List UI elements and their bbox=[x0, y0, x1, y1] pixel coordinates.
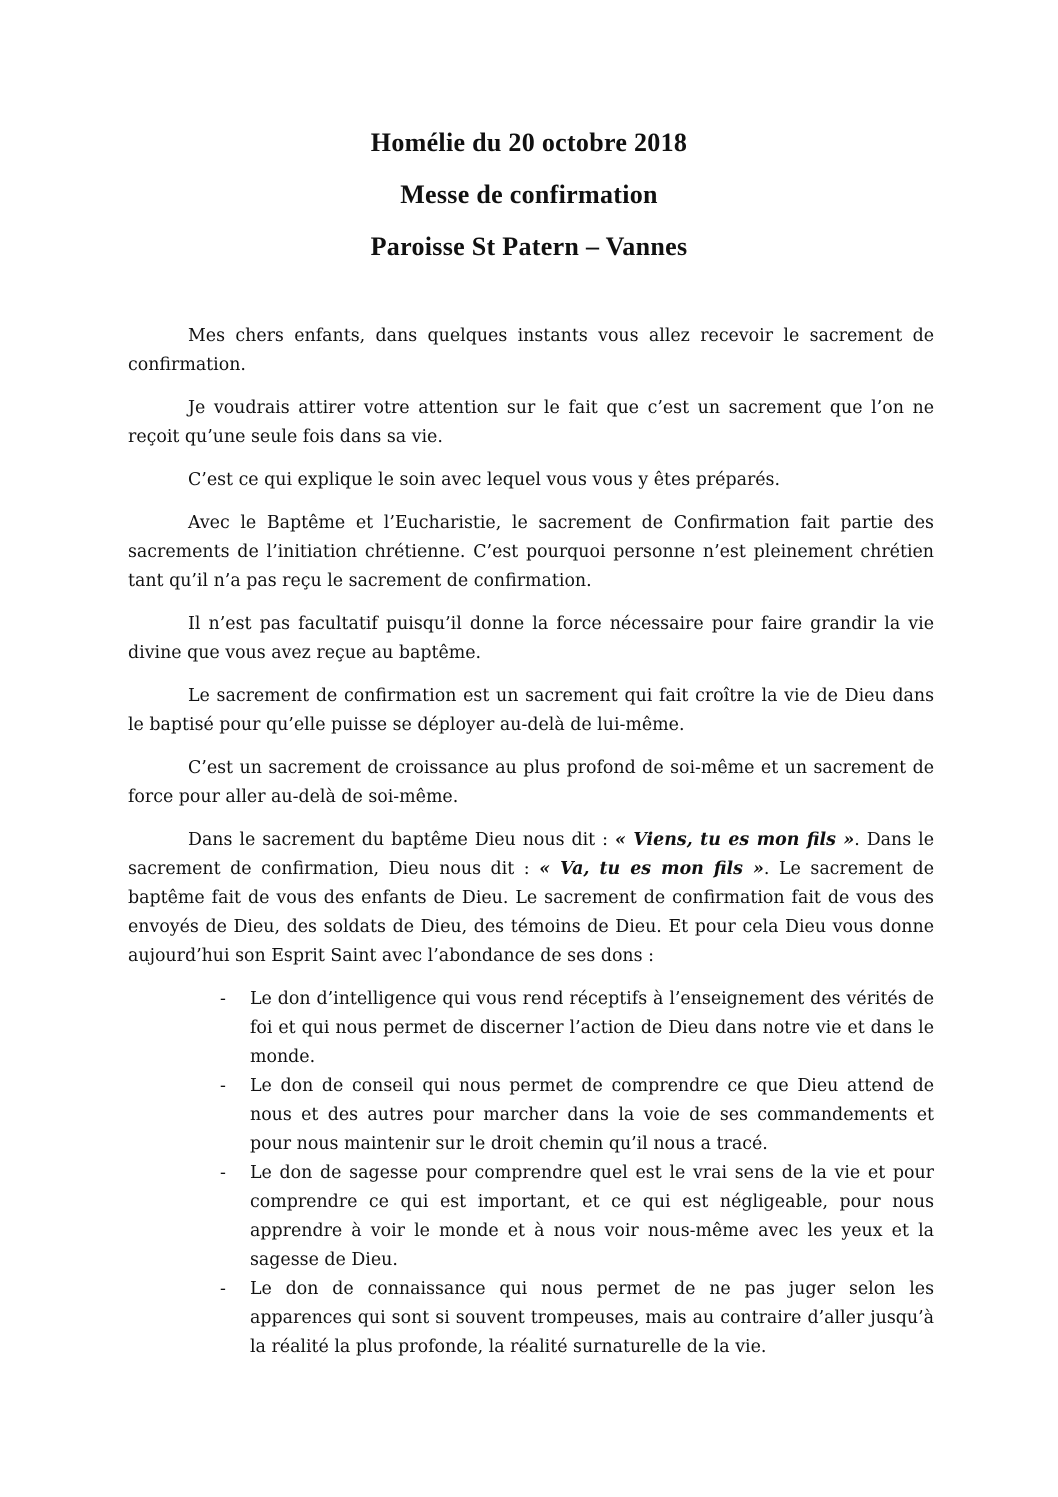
list-item bbox=[128, 1072, 934, 1159]
quote-va: « Va, tu es mon fils » bbox=[539, 859, 764, 879]
list-dash: - bbox=[220, 1279, 226, 1299]
paragraph: C’est ce qui explique le soin avec lequel vous vous y êtes préparés. bbox=[188, 470, 781, 490]
list-item bbox=[128, 1275, 934, 1362]
list-item-text: Le don de conseil qui nous permet de comprendre ce que Dieu attend de nous et des autres pour marcher dans la voie de ses commandements et pour nous maintenir sur le droit chemin qu’il nous a tracé. bbox=[250, 1076, 934, 1154]
list-item-text: Le don de connaissance qui nous permet de ne pas juger selon les apparences qui sont si souvent trompeuses, mais au contraire d’aller jusqu’à la réalité la plus profonde, la réalité surnaturelle de la vie. bbox=[250, 1279, 934, 1357]
paragraph-quotes bbox=[128, 826, 934, 971]
text-run: . Le sacrement de baptême fait de vous des enfants de Dieu. Le sacrement de confirmation fait de vous des envoyés de Dieu, des soldats de Dieu, des témoins de Dieu. Et pour cela Dieu vous donne aujourd’hui son Esprit Saint avec l’abondance de ses dons : bbox=[128, 859, 934, 966]
quote-viens: « Viens, tu es mon fils » bbox=[614, 830, 855, 850]
document-body bbox=[128, 322, 934, 1362]
paragraph: Il n’est pas facultatif puisqu’il donne la force nécessaire pour faire grandir la vie divine que vous avez reçue au baptême. bbox=[128, 614, 934, 663]
list-dash: - bbox=[220, 1163, 226, 1183]
document-subtitle: Messe de confirmation bbox=[400, 180, 658, 209]
paragraph: C’est un sacrement de croissance au plus profond de soi-même et un sacrement de force pour aller au-delà de soi-même. bbox=[128, 758, 934, 807]
gifts-list bbox=[128, 985, 934, 1362]
paragraph: Avec le Baptême et l’Eucharistie, le sacrement de Confirmation fait partie des sacrements de l’initiation chrétienne. C’est pourquoi personne n’est pleinement chrétien tant qu’il n’a pas reçu le sacrement de confirmation. bbox=[128, 513, 934, 591]
list-item bbox=[128, 985, 934, 1072]
paragraph: Je voudrais attirer votre attention sur le fait que c’est un sacrement que l’on ne reçoit qu’une seule fois dans sa vie. bbox=[128, 398, 934, 447]
paragraph: Le sacrement de confirmation est un sacrement qui fait croître la vie de Dieu dans le baptisé pour qu’elle puisse se déployer au-delà de lui-même. bbox=[128, 686, 934, 735]
text-run: . Dans le sacrement de confirmation, Dieu nous dit : bbox=[128, 830, 934, 879]
list-dash: - bbox=[220, 1076, 226, 1096]
text-run: Dans le sacrement du baptême Dieu nous dit : bbox=[188, 830, 615, 850]
document-location: Paroisse St Patern – Vannes bbox=[370, 232, 688, 261]
list-dash: - bbox=[220, 989, 226, 1009]
document-title: Homélie du 20 octobre 2018 bbox=[370, 128, 688, 157]
list-item-text: Le don d’intelligence qui vous rend réceptifs à l’enseignement des vérités de foi et qui nous permet de discerner l’action de Dieu dans notre vie et dans le monde. bbox=[250, 989, 934, 1067]
list-item-text: Le don de sagesse pour comprendre quel est le vrai sens de la vie et pour comprendre ce qui est important, et ce qui est négligeable, pour nous apprendre à voir le monde et à nous voir nous-même avec les yeux et la sagesse de Dieu. bbox=[250, 1163, 934, 1270]
list-item bbox=[128, 1159, 934, 1275]
title-block bbox=[0, 128, 1058, 284]
paragraph: Mes chers enfants, dans quelques instants vous allez recevoir le sacrement de confirmation. bbox=[128, 326, 934, 375]
